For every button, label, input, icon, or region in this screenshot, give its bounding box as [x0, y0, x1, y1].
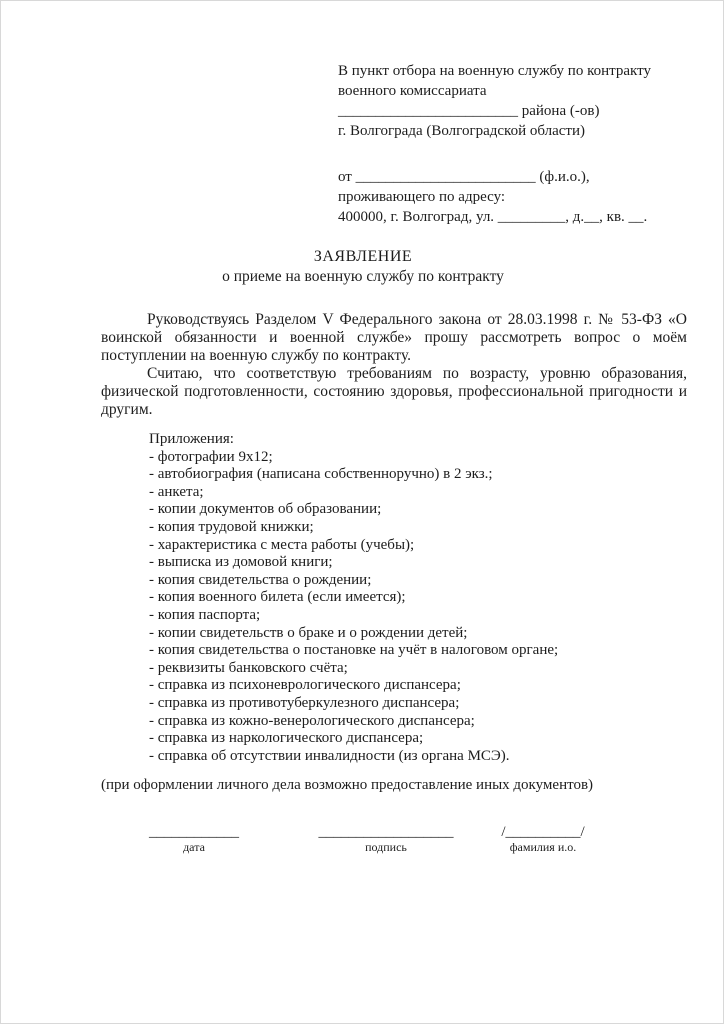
document-title: ЗАЯВЛЕНИЕ [313, 248, 413, 265]
attachment-item: - справка об отсутствии инвалидности (из органа МСЭ). [149, 747, 510, 764]
attachment-item: - справка из противотуберкулезного диспансера; [149, 694, 460, 711]
from-block [338, 167, 718, 227]
recipient-line-1: В пункт отбора на военную службу по контракту [338, 63, 651, 79]
recipient-line-3: ________________________ района (-ов) [338, 103, 600, 119]
attachment-item: - копия свидетельства о рождении; [149, 571, 372, 588]
attachment-item: - справка из психоневрологического диспансера; [149, 677, 461, 694]
recipient-block [338, 61, 708, 141]
date-label: дата [183, 840, 205, 854]
attachment-item: - фотографии 9х12; [149, 448, 273, 465]
paragraph-compliance: Считаю, что соответствую требованиям по возрасту, уровню образования, физической подготовленности, состоянию здоровья, профессиональной пригодности и другим. [101, 365, 687, 418]
sign-blank-line: __________________ [318, 824, 454, 840]
signature-sign-block [311, 823, 461, 854]
attachment-item: - копии свидетельств о браке и о рождении детей; [149, 624, 468, 641]
surname-blank-line: /__________/ [501, 824, 585, 840]
from-line-address: 400000, г. Волгоград, ул. _________, д.__, кв. __. [338, 209, 648, 225]
signature-surname-block [483, 823, 603, 854]
body-paragraphs [101, 311, 687, 419]
recipient-line-2: военного комиссариата [338, 83, 487, 99]
attachment-item: - характеристика с места работы (учебы); [149, 536, 415, 553]
document-subtitle: о приеме на военную службу по контракту [222, 268, 504, 285]
attachment-item: - анкета; [149, 483, 204, 500]
from-line-address-label: проживающего по адресу: [338, 189, 506, 205]
attachment-item: - справка из кожно-венерологического диспансера; [149, 712, 475, 729]
attachment-item: - копия свидетельства о постановке на учёт в налоговом органе; [149, 642, 559, 659]
date-blank-line: ____________ [149, 824, 239, 840]
from-line-fio: от ________________________ (ф.и.о.), [338, 169, 590, 185]
attachment-item: - копия паспорта; [149, 606, 261, 623]
surname-label: фамилия и.о. [509, 840, 577, 854]
attachment-item: - копия военного билета (если имеется); [149, 589, 406, 606]
recipient-line-4: г. Волгограда (Волгоградской области) [338, 123, 585, 139]
note-text: (при оформлении личного дела возможно предоставление иных документов) [101, 777, 594, 793]
attachments-list [149, 449, 689, 766]
attachments-label: Приложения: [149, 431, 234, 447]
sign-label: подпись [365, 840, 407, 854]
paragraph-legal-basis: Руководствуясь Разделом V Федерального закона от 28.03.1998 г. № 53-ФЗ «О воинской обязанности и военной службе» прошу рассмотреть вопрос о моём поступлении на военную службу по контракту. [101, 311, 687, 364]
title-block [1, 247, 724, 287]
attachments-block [149, 431, 689, 765]
attachment-item: - автобиография (написана собственноручно) в 2 экз.; [149, 466, 493, 483]
attachment-item: - справка из наркологического диспансера; [149, 730, 424, 747]
attachment-item: - выписка из домовой книги; [149, 554, 333, 571]
attachment-item: - копии документов об образовании; [149, 501, 382, 518]
attachment-item: - копия трудовой книжки; [149, 518, 314, 535]
attachment-item: - реквизиты банковского счёта; [149, 659, 348, 676]
signature-date-block [134, 823, 254, 854]
